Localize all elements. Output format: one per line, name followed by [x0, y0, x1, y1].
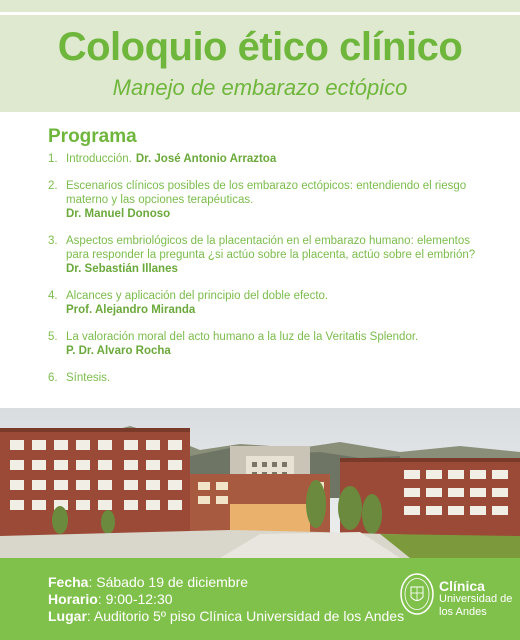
page-title: Coloquio ético clínico [57, 25, 463, 69]
program-item [48, 289, 488, 317]
program-item [48, 234, 488, 276]
event-info [48, 574, 404, 625]
item-speaker: Dr. Manuel Donoso [66, 208, 171, 220]
item-text: Aspectos embriológicos de la placentación en el embarazo humano: elementos para responder la pregunta ¿si actúo sobre la placenta, actúo sobre el embrión? [66, 235, 476, 261]
program-item [48, 330, 488, 358]
item-number: 4. [48, 290, 58, 302]
item-text: La valoración moral del acto humano a la luz de la Veritatis Splendor. [66, 331, 419, 343]
item-text: Escenarios clínicos posibles de los embarazo ectópicos: entendiendo el riesgo materno y las opciones terapéuticas. [66, 180, 467, 206]
item-number: 2. [48, 180, 58, 192]
university-seal-icon [400, 572, 434, 616]
item-text: Introducción. [66, 153, 132, 165]
date-value: : Sábado 19 de diciembre [88, 574, 249, 590]
date-label: Fecha [48, 574, 89, 590]
footer-band [0, 558, 520, 640]
building-photo [0, 408, 520, 558]
header-stripe [0, 12, 520, 15]
program-item [48, 371, 488, 385]
item-speaker: P. Dr. Alvaro Rocha [66, 345, 171, 357]
place-label: Lugar [48, 608, 87, 624]
program-list [48, 152, 488, 398]
item-number: 3. [48, 235, 58, 247]
place-row [48, 608, 404, 625]
item-speaker: Dr. José Antonio Arraztoa [135, 153, 277, 165]
item-text: Alcances y aplicación del principio del doble efecto. [66, 290, 329, 302]
clinic-logo-text [439, 580, 520, 619]
logo-line-1: Clínica [439, 578, 485, 594]
item-text: Síntesis. [66, 372, 111, 384]
time-row [48, 591, 404, 608]
date-row [48, 574, 404, 591]
time-label: Horario [48, 591, 98, 607]
item-speaker: Dr. Sebastián Illanes [66, 263, 178, 275]
item-speaker: Prof. Alejandro Miranda [66, 304, 196, 316]
program-item [48, 179, 488, 221]
header-band [0, 0, 520, 112]
program-heading: Programa [48, 126, 137, 147]
item-number: 6. [48, 372, 58, 384]
time-value: : 9:00-12:30 [97, 591, 173, 607]
logo-line-2: Universidad de los Andes [439, 593, 513, 618]
page-subtitle: Manejo de embarazo ectópico [112, 75, 408, 100]
place-value: : Auditorio 5º piso Clínica Universidad de los Andes [86, 608, 405, 624]
item-number: 5. [48, 331, 58, 343]
program-item [48, 152, 488, 166]
item-number: 1. [48, 153, 58, 165]
